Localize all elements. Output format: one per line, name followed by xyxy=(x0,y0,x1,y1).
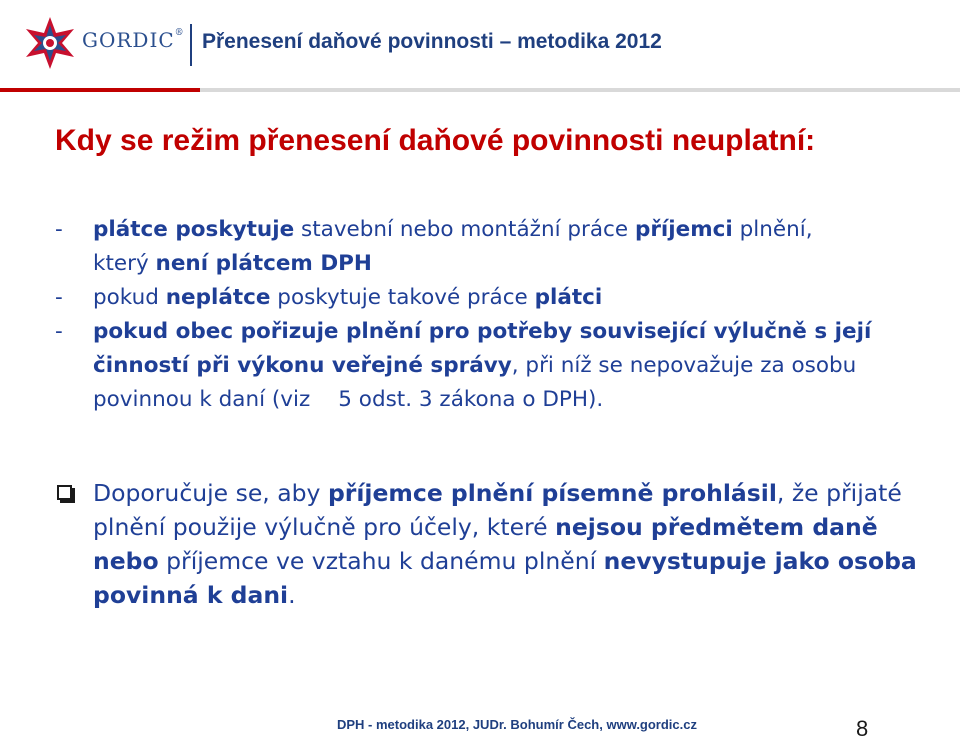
gordic-logo-icon xyxy=(22,15,78,71)
slide-title: Kdy se režim přenesení daňové povinnosti neuplatní: xyxy=(55,124,816,157)
list-item: - plátce poskytuje stavební nebo montážní práce příjemci plnění, který není plátcem DPH xyxy=(55,213,945,281)
page-number: 8 xyxy=(856,716,869,741)
list-dash: - xyxy=(55,285,63,310)
header-rule-accent xyxy=(0,88,200,92)
recommendation-list xyxy=(55,476,950,612)
slide-header xyxy=(0,0,960,96)
list-item: Doporučuje se, aby příjemce plnění písemně prohlásil, že přijaté plnění použije výlučně pro účely, které nejsou předmětem daně nebo příjemce ve vztahu k danému plnění nevystupuje jako osoba povinná k dani. xyxy=(55,476,950,612)
list-item: - pokud neplátce poskytuje takové práce plátci xyxy=(55,281,945,315)
checkbox-bullet-icon xyxy=(57,485,72,500)
header-separator xyxy=(190,24,192,66)
header-title: Přenesení daňové povinnosti – metodika 2012 xyxy=(202,30,662,53)
list-dash: - xyxy=(55,217,63,242)
list-dash: - xyxy=(55,319,63,344)
logo-wordmark: GORDIC® xyxy=(82,28,185,52)
footer-credits: DPH - metodika 2012, JUDr. Bohumír Čech, www.gordic.cz xyxy=(337,717,697,732)
exceptions-list xyxy=(55,213,945,417)
list-item: - pokud obec pořizuje plnění pro potřeby související výlučně s její činností při výkonu veřejné správy, při níž se nepovažuje za osobu povinnou k daní (viz 5 odst. 3 zákona o DPH). xyxy=(55,315,945,417)
